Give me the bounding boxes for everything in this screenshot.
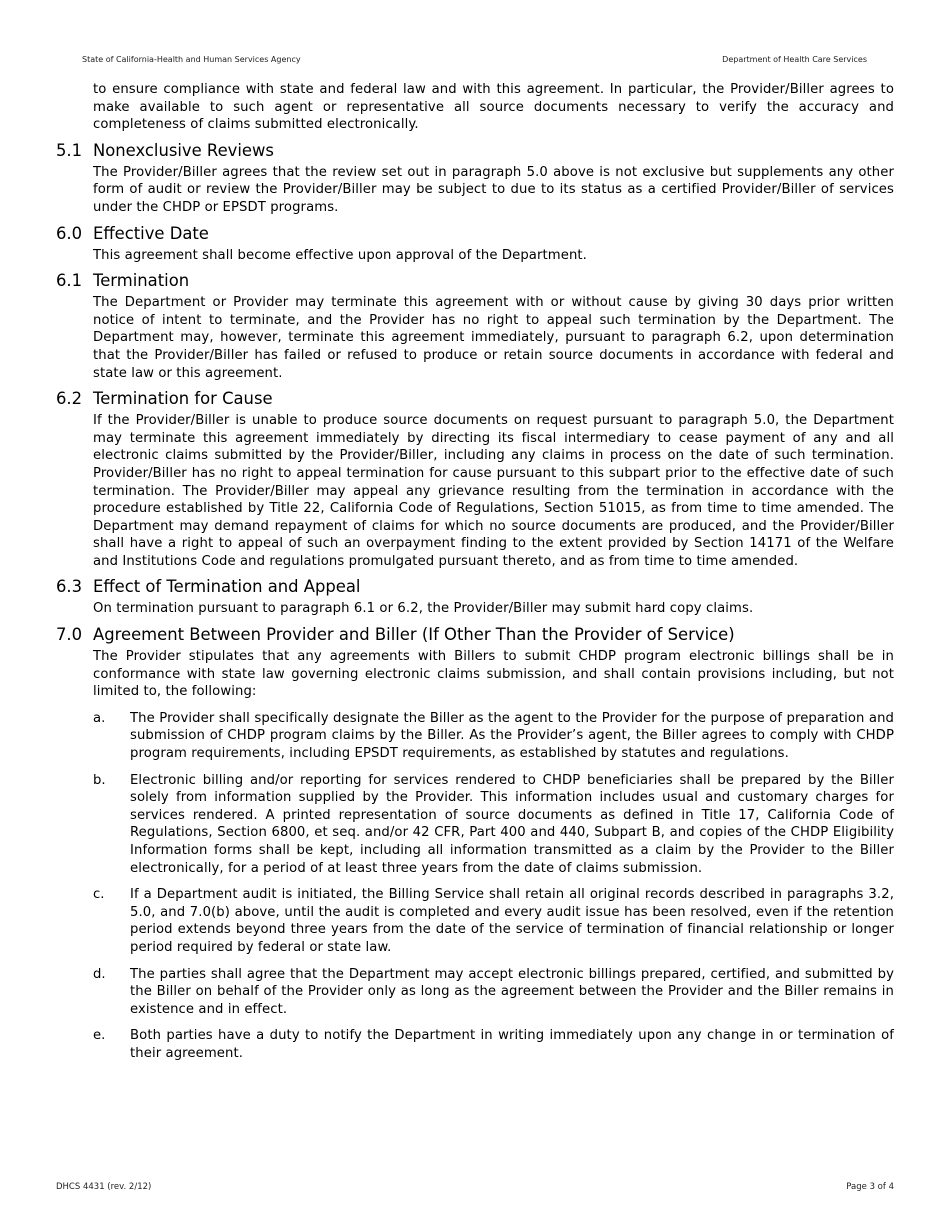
list-marker: a. bbox=[93, 710, 106, 726]
section-number: 7.0 bbox=[56, 625, 83, 645]
list-marker: d. bbox=[93, 966, 106, 982]
header-department: Department of Health Care Services bbox=[722, 55, 867, 64]
list-marker: e. bbox=[93, 1028, 106, 1044]
provisions-list bbox=[93, 710, 894, 1063]
intro-paragraph: to ensure compliance with state and federal law and with this agreement. In particular, the Provider/Biller agrees to make available to such agent or representative all source documents necessary to verify the accuracy and completeness of claims submitted electronically. bbox=[93, 82, 894, 133]
section-heading bbox=[56, 140, 894, 162]
section-heading bbox=[56, 576, 894, 598]
list-item bbox=[93, 886, 894, 956]
section-number: 6.3 bbox=[56, 577, 83, 597]
section-heading bbox=[56, 624, 894, 646]
list-text: If a Department audit is initiated, the Billing Service shall retain all original records described in paragraphs 3.2, 5.0, and 7.0(b) above, until the audit is completed and every audit issue has been resolved, even if the retention period extends beyond three years from the date of the service of termination of financial relationship or longer period required by federal or state law. bbox=[130, 887, 894, 955]
section-body: On termination pursuant to paragraph 6.1 or 6.2, the Provider/Biller may submit hard copy claims. bbox=[93, 601, 754, 617]
section-6-1 bbox=[56, 270, 894, 382]
section-body: If the Provider/Biller is unable to produce source documents on request pursuant to paragraph 5.0, the Department may terminate this agreement immediately by directing its fiscal intermediary to cease payment of any and all electronic claims submitted by the Provider/Biller, including any claims in process on the date of such termination. Provider/Biller has no right to appeal termination for cause pursuant to this subpart prior to the effective date of such termination. The Provider/Biller may appeal any grievance resulting from the termination in accordance with the procedure established by Title 22, California Code of Regulations, Section 51015, as from time to time amended. The Department may demand repayment of claims for which no source documents are produced, and the Provider/Biller shall have a right to appeal of such an overpayment finding to the extent provided by Section 14171 of the Welfare and Institutions Code and regulations promulgated pursuant thereto, and as from time to time amended. bbox=[93, 413, 894, 569]
list-text: The Provider shall specifically designate the Biller as the agent to the Provider for the purpose of preparation and submission of CHDP program claims by the Biller. As the Provider’s agent, the Biller agrees to comply with CHDP program requirements, including EPSDT requirements, as established by statutes and regulations. bbox=[130, 710, 894, 762]
section-body: The Department or Provider may terminate this agreement with or without cause by giving 30 days prior written notice of intent to terminate, and the Provider has no right to appeal such termination by the Department. The Department may, however, terminate this agreement immediately, pursuant to paragraph 6.2, upon determination that the Provider/Biller has failed or refused to produce or retain source documents in accordance with federal and state law or this agreement. bbox=[93, 295, 894, 381]
list-marker: b. bbox=[93, 772, 106, 788]
section-6-2 bbox=[56, 388, 894, 570]
section-7-0 bbox=[56, 624, 894, 1062]
header-agency: State of California-Health and Human Services Agency bbox=[82, 55, 301, 64]
document-body bbox=[56, 81, 894, 1072]
form-number: DHCS 4431 (rev. 2/12) bbox=[56, 1182, 152, 1192]
section-title: Agreement Between Provider and Biller (If Other Than the Provider of Service) bbox=[93, 625, 735, 645]
list-text: Electronic billing and/or reporting for services rendered to CHDP beneficiaries shall be prepared by the Biller solely from information supplied by the Provider. This information includes usual and customary charges for services rendered. A printed representation of source documents as defined in Title 17, California Code of Regulations, Section 6800, et seq. and/or 42 CFR, Part 400 and 440, Subpart B, and copies of the CHDP Eligibility Information forms shall be kept, including all information transmitted as a claim by the Provider to the Biller electronically, for a period of at least three years from the date of claims submission. bbox=[130, 772, 894, 876]
section-6-0 bbox=[56, 223, 894, 265]
section-number: 5.1 bbox=[56, 140, 83, 160]
section-body: This agreement shall become effective upon approval of the Department. bbox=[93, 247, 587, 263]
section-number: 6.0 bbox=[56, 223, 83, 243]
section-heading bbox=[56, 270, 894, 292]
section-6-3 bbox=[56, 576, 894, 618]
list-item bbox=[93, 772, 894, 878]
list-item bbox=[93, 1027, 894, 1062]
section-heading bbox=[56, 388, 894, 410]
list-item bbox=[93, 966, 894, 1019]
list-item bbox=[93, 710, 894, 763]
section-title: Termination bbox=[93, 271, 190, 291]
list-marker: c. bbox=[93, 887, 105, 903]
section-number: 6.1 bbox=[56, 271, 83, 291]
list-text: Both parties have a duty to notify the Department in writing immediately upon any change in or termination of their agreement. bbox=[130, 1028, 894, 1061]
section-body: The Provider/Biller agrees that the review set out in paragraph 5.0 above is not exclusive but supplements any other form of audit or review the Provider/Biller may be subject to due to its status as a certified Provider/Biller of services under the CHDP or EPSDT programs. bbox=[93, 164, 894, 215]
section-number: 6.2 bbox=[56, 389, 83, 409]
section-title: Effect of Termination and Appeal bbox=[93, 577, 361, 597]
section-heading bbox=[56, 223, 894, 245]
section-title: Nonexclusive Reviews bbox=[93, 140, 274, 160]
page-number: Page 3 of 4 bbox=[846, 1182, 894, 1192]
section-title: Effective Date bbox=[93, 223, 209, 243]
section-title: Termination for Cause bbox=[93, 389, 273, 409]
list-text: The parties shall agree that the Department may accept electronic billings prepared, certified, and submitted by the Biller on behalf of the Provider only as long as the agreement between the Provider and the Biller remains in existence and in effect. bbox=[130, 966, 894, 1017]
section-body: The Provider stipulates that any agreements with Billers to submit CHDP program electronic billings shall be in conformance with state law governing electronic claims submission, and shall contain provisions including, but not limited to, the following: bbox=[93, 649, 894, 700]
section-5-1 bbox=[56, 140, 894, 217]
